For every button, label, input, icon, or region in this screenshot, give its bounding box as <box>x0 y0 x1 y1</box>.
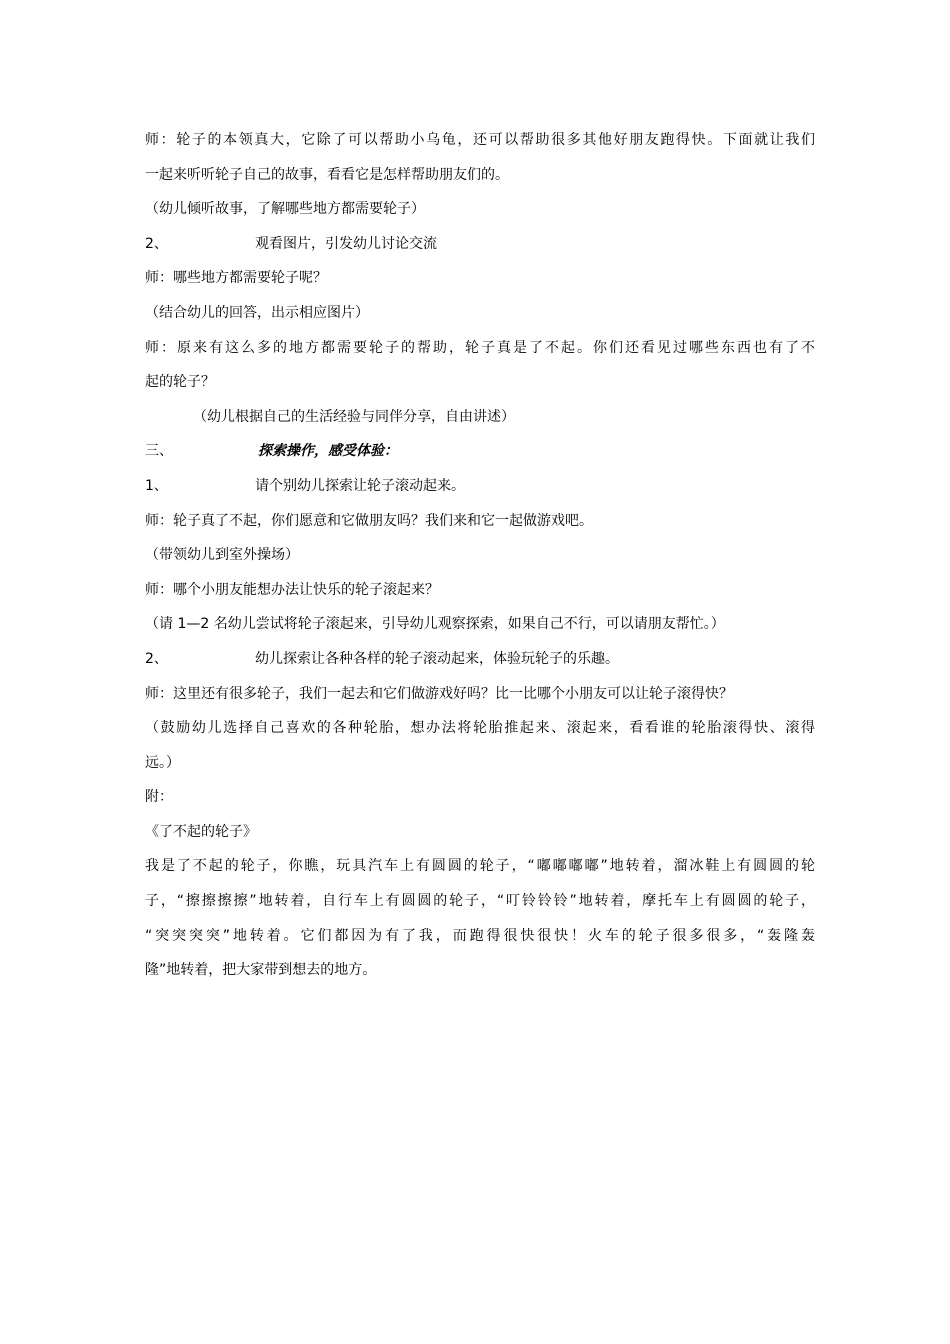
paragraph-line: （结合幼儿的回答，出示相应图片） <box>145 304 369 321</box>
list-text: 观看图片，引发幼儿讨论交流 <box>255 235 437 252</box>
paragraph-line: 师：原来有这么多的地方都需要轮子的帮助，轮子真是了不起。你们还看见过哪些东西也有了不 <box>145 339 815 356</box>
list-item-1 <box>145 469 815 504</box>
paragraph-line: 师：轮子的本领真大，它除了可以帮助小乌龟，还可以帮助很多其他好朋友跑得快。下面就让我们 <box>145 132 815 148</box>
section-title: 探索操作，感受体验： <box>258 443 398 460</box>
list-number: 2、 <box>145 235 168 252</box>
paragraph-line: （鼓励幼儿选择自己喜欢的各种轮胎，想办法将轮胎推起来、滚起来，看看谁的轮胎滚得快、滚得 <box>145 720 815 737</box>
section-heading <box>145 434 815 469</box>
paragraph-line: 起的轮子？ <box>145 374 215 391</box>
list-text: 请个别幼儿探索让轮子滚动起来。 <box>255 477 465 494</box>
story-title: 《了不起的轮子》 <box>145 823 257 840</box>
list-number: 1、 <box>145 477 168 494</box>
paragraph-line: 师：轮子真了不起，你们愿意和它做朋友吗？我们来和它一起做游戏吧。 <box>145 512 593 529</box>
paragraph-line: 师：哪些地方都需要轮子呢？ <box>145 270 327 287</box>
story-line: 子，“擦擦擦擦”地转着，自行车上有圆圆的轮子，“叮铃铃铃”地转着，摩托车上有圆圆的轮子， <box>145 893 815 910</box>
story-line: “突突突突”地转着。它们都因为有了我，而跑得很快很快！火车的轮子很多很多，“轰隆轰 <box>145 927 815 944</box>
paragraph-line: （幼儿根据自己的生活经验与同伴分享，自由讲述） <box>193 408 515 425</box>
paragraph-line: 师：这里还有很多轮子，我们一起去和它们做游戏好吗？比一比哪个小朋友可以让轮子滚得快？ <box>145 685 733 702</box>
document-body <box>145 123 815 988</box>
paragraph-line: （请 1—2 名幼儿尝试将轮子滚起来，引导幼儿观察探索，如果自己不行，可以请朋友帮忙。） <box>145 616 725 633</box>
list-item-2 <box>145 227 815 262</box>
section-number: 三、 <box>145 443 173 460</box>
list-number: 2、 <box>145 650 168 667</box>
paragraph-line: 一起来听听轮子自己的故事，看看它是怎样帮助朋友们的。 <box>145 166 509 183</box>
paragraph-line: 远。） <box>145 754 180 771</box>
list-text: 幼儿探索让各种各样的轮子滚动起来，体验玩轮子的乐趣。 <box>255 650 619 667</box>
paragraph-line: （带领幼儿到室外操场） <box>145 547 299 564</box>
appendix-label: 附： <box>145 789 173 806</box>
story-line: 我是了不起的轮子，你瞧，玩具汽车上有圆圆的轮子，“嘟嘟嘟嘟”地转着，溜冰鞋上有圆圆的轮 <box>145 858 815 875</box>
list-item-2b <box>145 642 815 677</box>
story-line: 隆”地转着，把大家带到想去的地方。 <box>145 962 377 979</box>
paragraph-line: （幼儿倾听故事，了解哪些地方都需要轮子） <box>145 201 425 218</box>
paragraph-line: 师：哪个小朋友能想办法让快乐的轮子滚起来？ <box>145 581 439 598</box>
